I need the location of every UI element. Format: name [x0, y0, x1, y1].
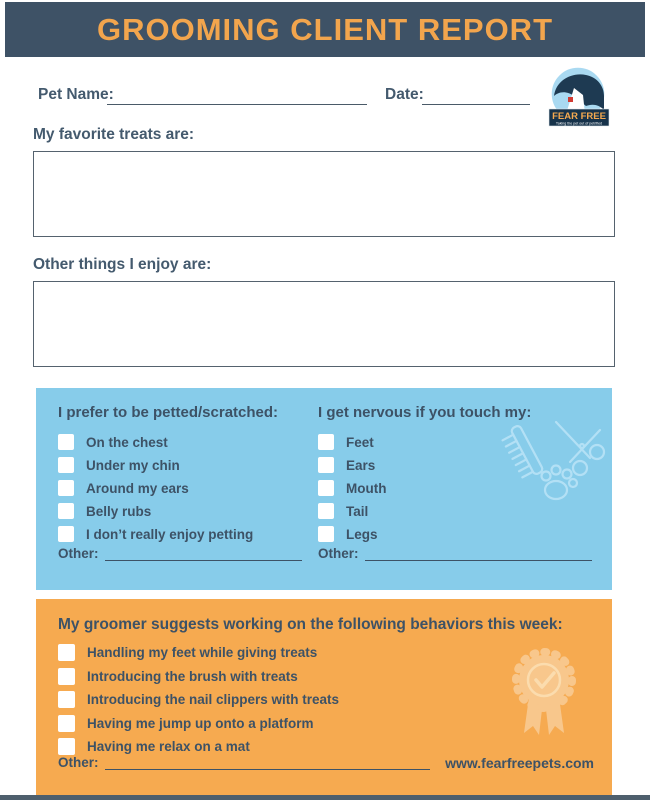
- groomer-other-input-line[interactable]: [105, 756, 431, 770]
- paw-icon: [542, 466, 578, 500]
- fear-free-logo: [546, 66, 612, 130]
- other-enjoy-box[interactable]: [33, 281, 615, 367]
- checkbox[interactable]: [318, 457, 334, 473]
- checklist-row: [58, 434, 253, 450]
- checkbox[interactable]: [58, 480, 74, 496]
- checkbox-label: Around my ears: [86, 480, 189, 496]
- checklist-row: [318, 503, 386, 519]
- favorite-treats-label: My favorite treats are:: [33, 126, 195, 143]
- checklist-row: [58, 457, 253, 473]
- checklist-row: [318, 526, 386, 542]
- nervous-other-label: Other:: [318, 546, 359, 561]
- checkbox-label: Ears: [346, 457, 376, 473]
- petting-checklist: [58, 434, 253, 542]
- footer-bar: [0, 795, 650, 800]
- favorite-treats-box[interactable]: [33, 151, 615, 237]
- checklist-row: [318, 457, 386, 473]
- checklist-row: [58, 668, 339, 685]
- nervous-other-row: [318, 546, 592, 561]
- nervous-heading: I get nervous if you touch my:: [318, 404, 532, 421]
- checkbox-label: I don’t really enjoy petting: [86, 526, 254, 542]
- checkbox[interactable]: [58, 457, 74, 473]
- petting-other-label: Other:: [58, 546, 99, 561]
- checklist-row: [318, 480, 386, 496]
- scissors-icon: [556, 422, 604, 475]
- date-label: Date:: [385, 86, 424, 103]
- red-accent: [568, 97, 573, 102]
- petting-nervous-panel: [36, 388, 612, 590]
- checklist-row: [58, 644, 339, 661]
- logo-brand-text: FEAR FREE: [552, 111, 606, 122]
- petting-heading: I prefer to be petted/scratched:: [58, 404, 279, 421]
- groomer-suggestions-panel: [36, 599, 612, 796]
- checkbox-label: Handling my feet while giving treats: [87, 645, 318, 660]
- checklist-row: [58, 526, 253, 542]
- checkbox[interactable]: [58, 503, 74, 519]
- checkbox-label: Introducing the nail clippers with treats: [87, 692, 340, 707]
- petting-other-input-line[interactable]: [105, 547, 303, 561]
- other-enjoy-label: Other things I enjoy are:: [33, 256, 212, 273]
- checkbox-label: Legs: [346, 526, 378, 542]
- checklist-row: [58, 503, 253, 519]
- checkbox[interactable]: [318, 503, 334, 519]
- checkbox[interactable]: [58, 644, 75, 661]
- award-ribbon-icon: [504, 647, 584, 742]
- checkbox-label: Belly rubs: [86, 503, 152, 519]
- checkbox-label: Having me relax on a mat: [87, 739, 250, 754]
- comb-icon: [500, 425, 544, 481]
- checklist-row: [318, 434, 386, 450]
- checkbox[interactable]: [58, 715, 75, 732]
- checkbox[interactable]: [318, 434, 334, 450]
- date-input-line[interactable]: [422, 90, 530, 105]
- groomer-other-label: Other:: [58, 755, 99, 770]
- checkbox-label: Mouth: [346, 480, 387, 496]
- checklist-row: [58, 691, 339, 708]
- checkbox[interactable]: [318, 526, 334, 542]
- checklist-row: [58, 715, 339, 732]
- checkbox[interactable]: [58, 738, 75, 755]
- page-title: GROOMING CLIENT REPORT: [97, 11, 553, 47]
- groomer-heading: My groomer suggests working on the following behaviors this week:: [58, 616, 563, 633]
- checkbox-label: On the chest: [86, 434, 168, 450]
- checkbox[interactable]: [58, 526, 74, 542]
- petting-other-row: [58, 546, 302, 561]
- checkbox[interactable]: [318, 480, 334, 496]
- checklist-row: [58, 480, 253, 496]
- checkbox-label: Feet: [346, 434, 374, 450]
- website-link[interactable]: www.fearfreepets.com: [445, 755, 594, 771]
- checkbox[interactable]: [58, 434, 74, 450]
- pet-name-label: Pet Name:: [38, 86, 114, 103]
- header-bar: [5, 2, 645, 57]
- groomer-checklist: [58, 644, 339, 755]
- checklist-row: [58, 738, 339, 755]
- logo-tagline-text: Taking the pet out of petrified: [555, 121, 603, 126]
- pet-name-input-line[interactable]: [107, 90, 367, 105]
- checkbox-label: Having me jump up onto a platform: [87, 715, 314, 731]
- groomer-other-row: [58, 755, 430, 770]
- nervous-checklist: [318, 434, 386, 542]
- checkbox-label: Tail: [346, 503, 369, 519]
- checkbox-label: Introducing the brush with treats: [87, 668, 298, 684]
- checkbox[interactable]: [58, 691, 75, 708]
- nervous-other-input-line[interactable]: [365, 547, 593, 561]
- checkbox[interactable]: [58, 668, 75, 685]
- grooming-tools-icon: [498, 416, 610, 512]
- checkbox-label: Under my chin: [86, 457, 180, 473]
